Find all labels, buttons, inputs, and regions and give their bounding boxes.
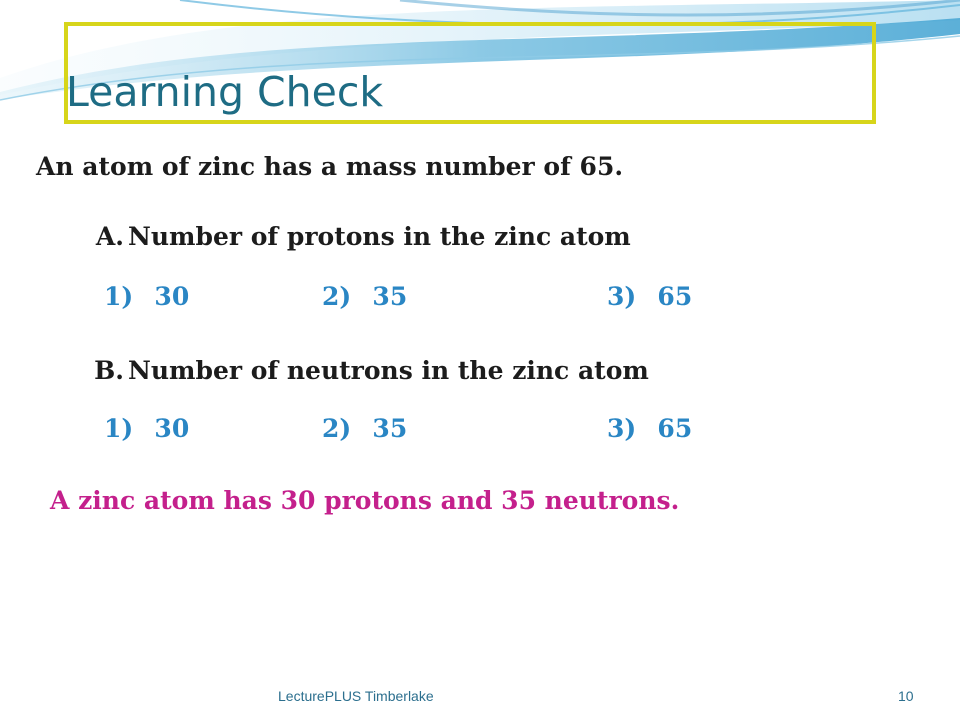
question-a-option-2[interactable]: 2) 35 [322, 282, 408, 311]
page-number: 10 [898, 688, 914, 704]
intro-statement: An atom of zinc has a mass number of 65. [36, 152, 624, 181]
question-b-option-1[interactable]: 1) 30 [104, 414, 190, 443]
question-a-options [0, 282, 960, 322]
question-a-option-1[interactable]: 1) 30 [104, 282, 190, 311]
question-b-letter: B. [94, 356, 124, 385]
question-a-text: Number of protons in the zinc atom [128, 222, 631, 251]
answer-text: A zinc atom has 30 protons and 35 neutrons. [50, 486, 680, 515]
question-b-options [0, 414, 960, 454]
question-a-option-3[interactable]: 3) 65 [607, 282, 693, 311]
question-a-letter: A. [95, 222, 124, 251]
question-a [64, 222, 631, 251]
question-b-option-3[interactable]: 3) 65 [607, 414, 693, 443]
footer-text: LecturePLUS Timberlake [278, 688, 434, 704]
question-b-text: Number of neutrons in the zinc atom [128, 356, 649, 385]
question-b-option-2[interactable]: 2) 35 [322, 414, 408, 443]
question-b [64, 356, 649, 385]
slide-title: Learning Check [66, 68, 384, 116]
